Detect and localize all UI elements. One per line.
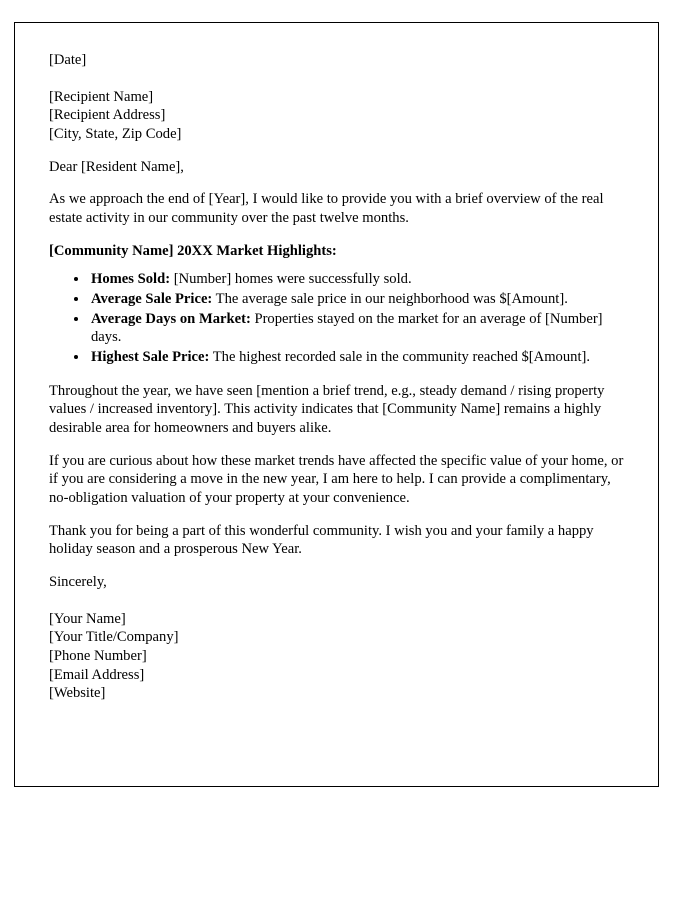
signature-block — [49, 610, 624, 703]
intro-paragraph: As we approach the end of [Year], I would like to provide you with a brief overview of the real estate activity in our community over the past twelve months. — [49, 191, 604, 227]
highlight-label: Average Sale Price: — [91, 291, 213, 308]
signature-phone: [Phone Number] — [49, 648, 147, 665]
spacer — [49, 228, 624, 242]
signature-title: [Your Title/Company] — [49, 629, 179, 646]
spacer — [49, 592, 624, 610]
signature-name: [Your Name] — [49, 610, 126, 627]
list-item — [89, 310, 624, 347]
signature-email: [Email Address] — [49, 666, 145, 683]
highlight-label: Highest Sale Price: — [91, 349, 210, 366]
list-item — [89, 270, 624, 289]
trend-paragraph: Throughout the year, we have seen [mention a brief trend, e.g., steady demand / rising property values / increased inventory]. This activity indicates that [Community Name] remains a highly desirable area for homeowners and buyers alike. — [49, 382, 605, 437]
spacer — [49, 368, 624, 382]
sign-off: Sincerely, — [49, 574, 107, 591]
offer-paragraph: If you are curious about how these market trends have affected the specific value of your home, or if you are considering a move in the new year, I am here to help. I can provide a complimentary, no-obligation valuation of your property at your convenience. — [49, 452, 624, 507]
list-item — [89, 290, 624, 309]
highlights-heading: [Community Name] 20XX Market Highlights: — [49, 242, 337, 259]
recipient-name: [Recipient Name] — [49, 88, 154, 105]
highlight-label: Average Days on Market: — [91, 310, 251, 327]
recipient-address: [Recipient Address] — [49, 107, 166, 124]
spacer — [49, 70, 624, 88]
spacer — [49, 559, 624, 573]
recipient-city-state-zip: [City, State, Zip Code] — [49, 126, 182, 143]
signature-website: [Website] — [49, 685, 106, 702]
spacer — [49, 260, 624, 270]
spacer — [49, 176, 624, 190]
highlight-text: The average sale price in our neighborhood was $[Amount]. — [212, 291, 568, 308]
letter-frame — [14, 22, 659, 787]
highlights-list — [49, 270, 624, 366]
spacer — [49, 144, 624, 158]
spacer — [49, 438, 624, 452]
highlight-label: Homes Sold: — [91, 271, 171, 288]
date-line: [Date] — [49, 52, 87, 68]
recipient-block — [49, 88, 624, 144]
spacer — [49, 508, 624, 522]
highlight-text: [Number] homes were successfully sold. — [170, 271, 412, 288]
letter-body — [15, 23, 658, 703]
list-item — [89, 348, 624, 367]
highlight-text: Properties stayed on the market for an average of [Number] days. — [91, 310, 603, 346]
salutation: Dear [Resident Name], — [49, 158, 184, 175]
highlight-text: The highest recorded sale in the community reached $[Amount]. — [209, 349, 591, 366]
closing-paragraph: Thank you for being a part of this wonderful community. I wish you and your family a happy holiday season and a prosperous New Year. — [49, 522, 594, 558]
